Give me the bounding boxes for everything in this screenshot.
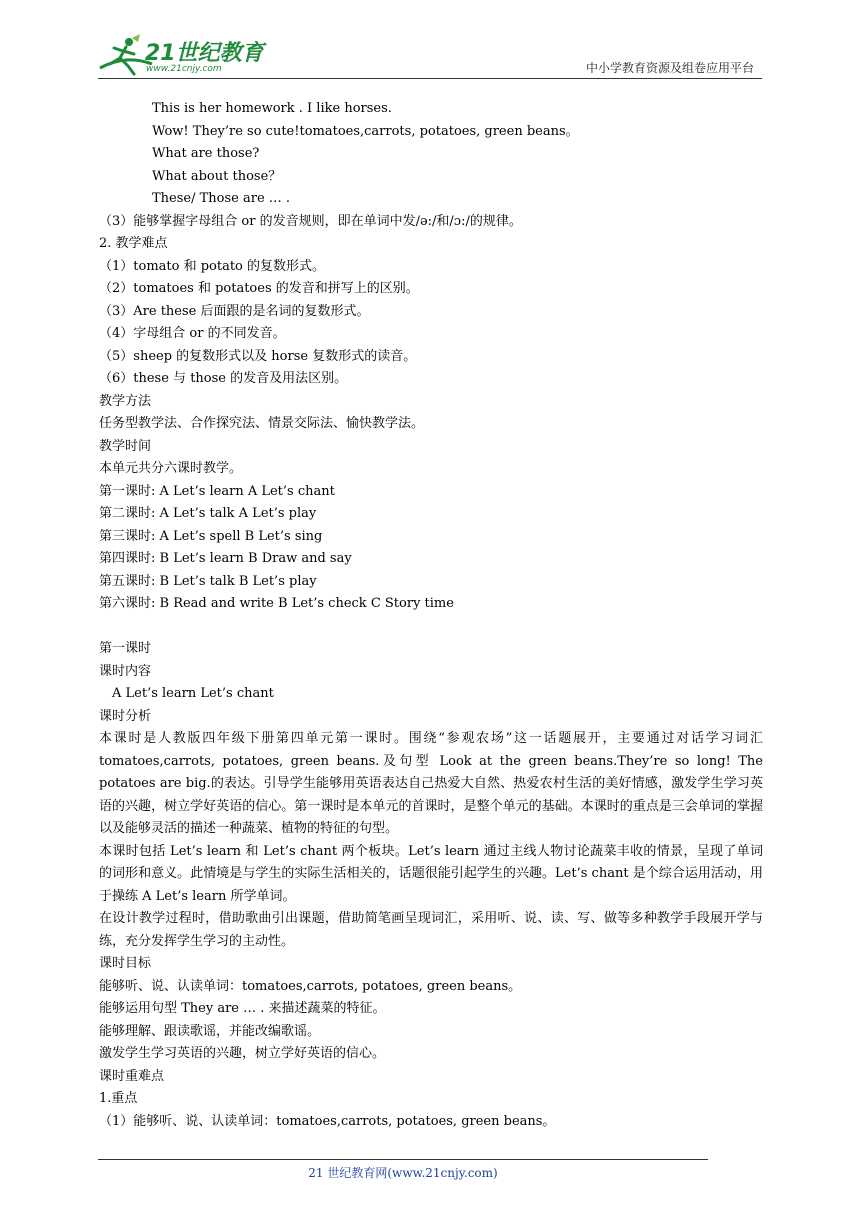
text-line: 任务型教学法、合作探究法、情景交际法、愉快教学法。 [99, 416, 425, 431]
text-line: A Let’s learn Let’s chant [112, 686, 274, 701]
text-line: （4）字母组合 or 的不同发音。 [99, 326, 286, 341]
goal-item: 能够运用句型 They are … . 来描述蔬菜的特征。 [99, 1001, 386, 1016]
text-line: 本单元共分六课时教学。 [99, 461, 243, 476]
lesson-title: 第一课时 [99, 641, 152, 656]
section-heading: 教学方法 [99, 393, 152, 409]
paragraph: 本课时是人教版四年级下册第四单元第一课时。围绕“参观农场”这一话题展开，主要通过对话学习词汇 tomatoes,carrots, potatoes, green beans.及句型 Look at the green beans.They’re so long! The potatoes are big.的表达。引导学生能够用英语表达自己热爱大自然、热爱农村生活的美好情感，激发学生学习英语的兴趣，树立学好英语的信心。第一课时是本单元的首课时，是整个单元的基础。本课时的重点是三会单词的掌握以及能够灵活的描述一种蔬菜、植物的特征的句型。 [99, 731, 763, 836]
page-header [0, 0, 860, 82]
section-heading: 课时重难点 [99, 1068, 165, 1084]
text-line: （1）tomato 和 potato 的复数形式。 [99, 258, 326, 274]
text-line: （6）these 与 those 的发音及用法区别。 [99, 371, 348, 386]
text-line: （2）tomatoes 和 potatoes 的发音和拼写上的区别。 [99, 281, 419, 296]
spacer [99, 616, 763, 639]
paragraph: 本课时包括 Let’s learn 和 Let’s chant 两个板块。Let’s learn 通过主线人物讨论蔬菜丰收的情景，呈现了单词的词形和意义。此情境是与学生的实际生活相关的，话题很能引起学生的兴趣。Let’s chant 是个综合运用活动，用于操练 A Let’s learn 所学单词。 [99, 843, 763, 904]
schedule-line: 第三课时: A Let’s spell B Let’s sing [99, 528, 323, 544]
text-line: （3）Are these 后面跟的是名词的复数形式。 [99, 303, 370, 319]
text-line: （3）能够掌握字母组合 or 的发音规则，即在单词中发/ə:/和/ɔ:/的规律。 [99, 213, 522, 229]
paragraph: 在设计教学过程时，借助歌曲引出课题，借助简笔画呈现词汇，采用听、说、读、写、做等多种教学手段展开学与练，充分发挥学生学习的主动性。 [99, 911, 763, 949]
text-line: （1）能够听、说、认读单词：tomatoes,carrots, potatoes, green beans。 [99, 1113, 556, 1129]
text-line: What about those？ [152, 168, 282, 184]
text-line: What are those? [152, 146, 260, 161]
logo-wordmark: 21世纪教育 [145, 41, 264, 66]
section-heading: 课时目标 [99, 956, 152, 971]
schedule-line: 第六课时: B Read and write B Let’s check C Story time [99, 596, 454, 611]
goal-item: 激发学生学习英语的兴趣，树立学好英语的信心。 [99, 1046, 386, 1061]
sub-heading: 1.重点 [99, 1091, 138, 1106]
logo-url: www.21cnjy.com [146, 64, 222, 74]
document-body [99, 98, 763, 1133]
goal-item: 能够听、说、认读单词：tomatoes,carrots, potatoes, green beans。 [99, 978, 522, 994]
section-heading: 2. 教学难点 [99, 236, 168, 251]
schedule-line: 第一课时: A Let’s learn A Let’s chant [99, 483, 335, 499]
section-heading: 课时分析 [99, 708, 152, 724]
section-heading: 课时内容 [99, 663, 152, 679]
footer-text: 21 世纪教育网(www.21cnjy.com) [308, 1166, 498, 1180]
text-line: These/ Those are … . [152, 191, 291, 206]
text-line: （5）sheep 的复数形式以及 horse 复数形式的读音。 [99, 348, 417, 364]
platform-title: 中小学教育资源及组卷应用平台 [585, 61, 754, 75]
schedule-line: 第二课时: A Let’s talk A Let’s play [99, 506, 317, 521]
schedule-line: 第四课时: B Let’s learn B Draw and say [99, 551, 352, 566]
section-heading: 教学时间 [99, 438, 152, 454]
goal-item: 能够理解、跟读歌谣，并能改编歌谣。 [99, 1023, 321, 1039]
footer-divider [98, 1159, 708, 1160]
header-divider [98, 78, 762, 79]
schedule-line: 第五课时: B Let’s talk B Let’s play [99, 573, 317, 589]
text-line: Wow! They’re so cute!tomatoes,carrots, potatoes, green beans。 [152, 123, 579, 139]
text-line: This is her homework . I like horses. [152, 101, 392, 116]
